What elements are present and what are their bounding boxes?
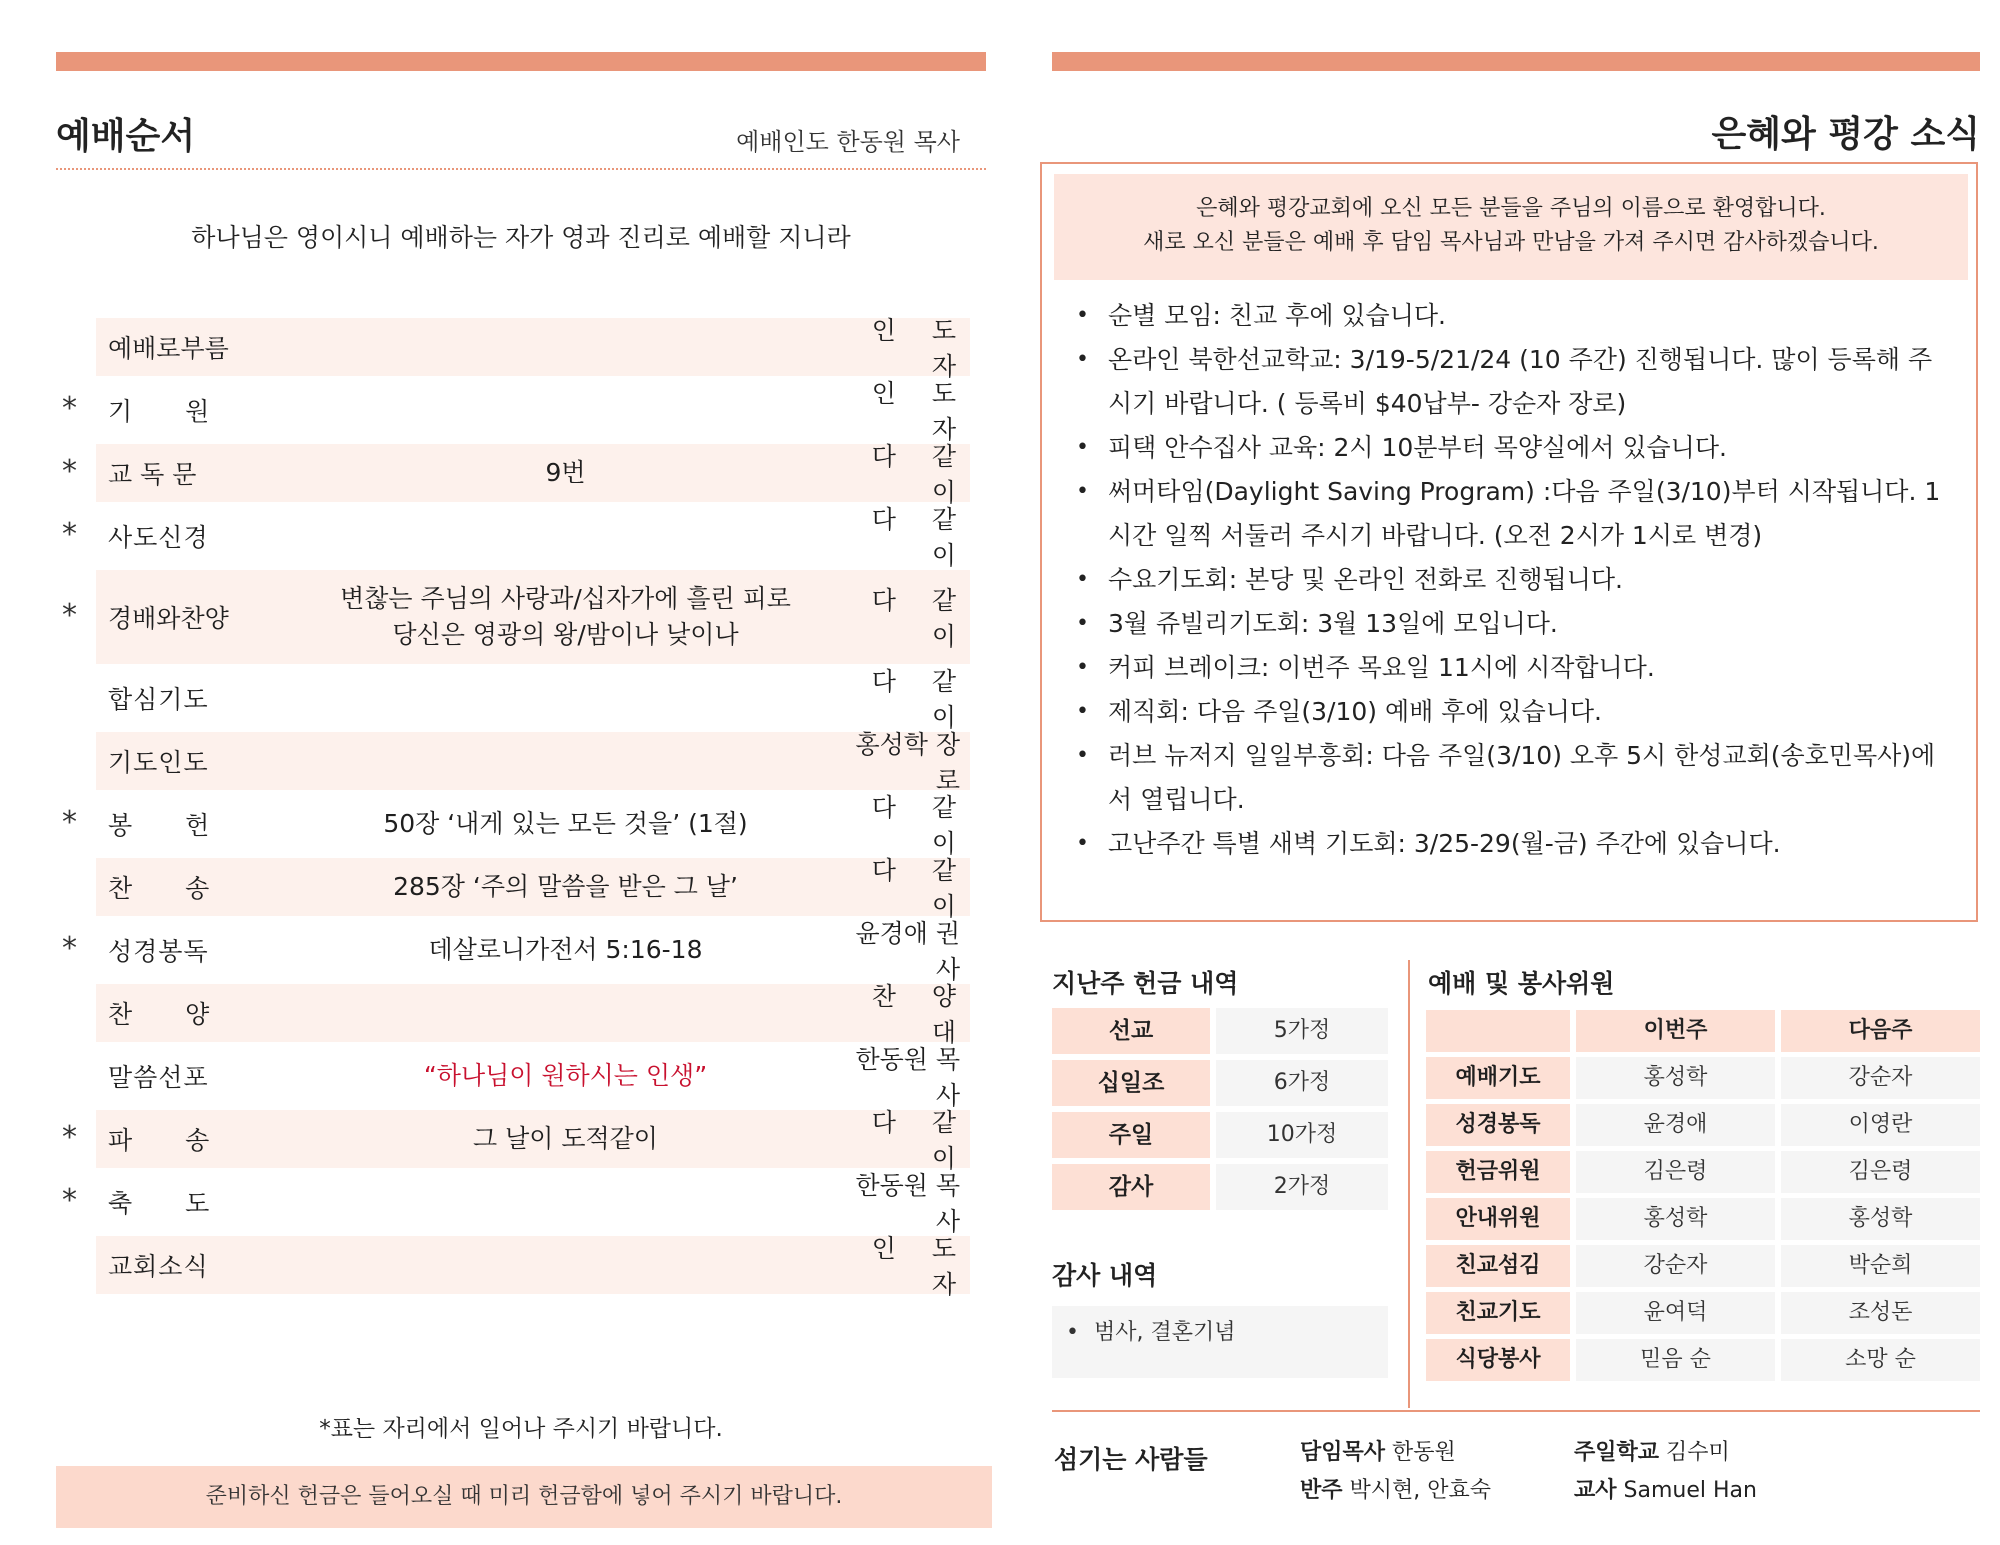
order-item-detail: “하나님이 원하시는 인생” <box>423 1061 708 1090</box>
service-next-week: 조성돈 <box>1781 1292 1980 1334</box>
service-header-row <box>1426 1010 1980 1052</box>
service-row <box>1426 1339 1980 1381</box>
pastor-name: 한동원 <box>1392 1440 1456 1465</box>
service-this-week: 믿음 순 <box>1576 1339 1775 1381</box>
service-this-week: 윤여덕 <box>1576 1292 1775 1334</box>
order-item-name: 찬 양 <box>108 1000 211 1029</box>
order-item-name: 교회소식 <box>108 1252 209 1281</box>
service-next-week: 이영란 <box>1781 1104 1980 1146</box>
order-item-person: 인 도 자 <box>871 1234 970 1299</box>
horizontal-divider <box>1052 1410 1980 1412</box>
service-row <box>1426 1151 1980 1193</box>
service-next-week: 김은령 <box>1781 1151 1980 1193</box>
order-row <box>62 570 970 664</box>
service-row <box>1426 1057 1980 1099</box>
order-row <box>96 1234 970 1299</box>
standing-mark: * <box>62 804 77 840</box>
service-header-this-week: 이번주 <box>1576 1010 1775 1052</box>
offering-row <box>1052 1164 1388 1210</box>
page-title: 예배순서 <box>56 116 196 157</box>
order-item-name: 예배로부름 <box>108 334 229 363</box>
teacher-line <box>1574 1472 1757 1510</box>
worship-leader: 예배인도 한동원 목사 <box>736 128 960 156</box>
service-this-week: 강순자 <box>1576 1245 1775 1287</box>
news-item: • 온라인 북한선교학교: 3/19-5/21/24 (10 주간) 진행됩니다. 많이 등록해 주시기 바랍니다. ( 등록비 $40납부- 강순자 장로) <box>1076 338 1946 426</box>
order-row <box>62 379 970 444</box>
order-row <box>96 667 970 732</box>
staff-col-2 <box>1574 1434 1757 1510</box>
vertical-divider <box>1408 960 1410 1408</box>
staff-col-1 <box>1300 1434 1491 1510</box>
service-role: 예배기도 <box>1426 1057 1570 1099</box>
news-item: • 순별 모임: 친교 후에 있습니다. <box>1076 294 1946 338</box>
thanks-box <box>1052 1306 1388 1378</box>
worship-order-list <box>62 316 970 1299</box>
teacher-label: 교사 <box>1574 1478 1617 1503</box>
service-this-week: 홍성학 <box>1576 1198 1775 1240</box>
standing-mark: * <box>62 1182 77 1218</box>
standing-mark: * <box>62 516 77 552</box>
order-row <box>96 856 970 921</box>
order-row <box>62 505 970 570</box>
service-row <box>1426 1245 1980 1287</box>
service-header-next-week: 다음주 <box>1781 1010 1980 1052</box>
offering-category: 주일 <box>1052 1112 1210 1158</box>
service-next-week: 소망 순 <box>1781 1339 1980 1381</box>
welcome-banner <box>1054 174 1968 280</box>
order-item-name: 기 원 <box>108 397 211 426</box>
accomp-line <box>1300 1472 1491 1510</box>
offering-category: 감사 <box>1052 1164 1210 1210</box>
standing-mark: * <box>62 453 77 489</box>
order-item-name: 기도인도 <box>108 748 209 777</box>
order-row <box>96 730 970 795</box>
order-row <box>62 919 970 984</box>
sunday-line <box>1574 1434 1757 1472</box>
order-item-name: 성경봉독 <box>108 937 209 966</box>
offering-table <box>1052 1008 1388 1216</box>
offering-count: 2가정 <box>1216 1164 1388 1210</box>
offering-count: 10가정 <box>1216 1112 1388 1158</box>
order-item-person: 인 도 자 <box>871 316 970 381</box>
sunday-label: 주일학교 <box>1574 1440 1660 1465</box>
news-page <box>1040 0 1980 1545</box>
service-next-week: 홍성학 <box>1781 1198 1980 1240</box>
order-item-person: 다 같 이 <box>871 586 970 651</box>
order-item-name: 합심기도 <box>108 685 209 714</box>
dotted-divider <box>56 168 986 170</box>
welcome-line-2: 새로 오신 분들은 예배 후 담임 목사님과 만남을 가져 주시면 감사하겠습니다. <box>1143 230 1879 255</box>
teacher-name: Samuel Han <box>1623 1478 1757 1503</box>
standing-mark: * <box>62 597 77 633</box>
offering-row <box>1052 1112 1388 1158</box>
welcome-line-1: 은혜와 평강교회에 오신 모든 분들을 주님의 이름으로 환영합니다. <box>1196 196 1826 221</box>
order-row <box>62 793 970 858</box>
service-this-week: 윤경애 <box>1576 1104 1775 1146</box>
offering-row <box>1052 1060 1388 1106</box>
order-item-person: 홍성학 장로 <box>855 730 960 795</box>
offering-category: 선교 <box>1052 1008 1210 1054</box>
service-table <box>1426 1010 1980 1386</box>
service-role: 친교섬김 <box>1426 1245 1570 1287</box>
order-item-name: 축 도 <box>108 1189 211 1218</box>
news-item: • 러브 뉴저지 일일부흥회: 다음 주일(3/10) 오후 5시 한성교회(송호민목사)에서 열립니다. <box>1076 734 1946 822</box>
order-item-person: 찬 양 대 <box>871 982 970 1047</box>
news-box <box>1040 162 1978 922</box>
service-this-week: 김은령 <box>1576 1151 1775 1193</box>
service-next-week: 강순자 <box>1781 1057 1980 1099</box>
staff-title: 섬기는 사람들 <box>1054 1445 1208 1474</box>
order-item-person: 다 같 이 <box>871 856 970 921</box>
news-list <box>1076 294 1946 866</box>
top-accent-bar <box>56 52 986 71</box>
service-role: 식당봉사 <box>1426 1339 1570 1381</box>
order-row <box>62 442 970 507</box>
news-item: • 수요기도회: 본당 및 온라인 전화로 진행됩니다. <box>1076 558 1946 602</box>
service-title: 예배 및 봉사위원 <box>1428 969 1615 998</box>
thanks-item: • 범사, 결혼기념 <box>1066 1316 1388 1350</box>
offering-title: 지난주 헌금 내역 <box>1052 969 1239 998</box>
scripture-verse: 하나님은 영이시니 예배하는 자가 영과 진리로 예배할 지니라 <box>191 223 851 252</box>
news-item: • 고난주간 특별 새벽 기도회: 3/25-29(월-금) 주간에 있습니다. <box>1076 822 1946 866</box>
order-row <box>62 1171 970 1236</box>
order-item-detail: 285장 ‘주의 말씀을 받은 그 날’ <box>393 872 738 901</box>
news-item: • 피택 안수집사 교육: 2시 10분부터 목양실에서 있습니다. <box>1076 426 1946 470</box>
accomp-names: 박시현, 안효숙 <box>1349 1478 1492 1503</box>
thanks-list <box>1052 1306 1388 1350</box>
standing-mark: * <box>62 930 77 966</box>
service-this-week: 홍성학 <box>1576 1057 1775 1099</box>
service-role: 성경봉독 <box>1426 1104 1570 1146</box>
top-accent-bar <box>1052 52 1980 71</box>
service-header-empty <box>1426 1010 1570 1052</box>
page-title: 은혜와 평강 소식 <box>1711 114 1980 155</box>
news-item: • 3월 쥬빌리기도회: 3월 13일에 모입니다. <box>1076 602 1946 646</box>
stand-note: *표는 자리에서 일어나 주시기 바랍니다. <box>319 1416 723 1442</box>
order-item-person: 한동원 목사 <box>855 1171 960 1236</box>
standing-mark: * <box>62 1119 77 1155</box>
order-row <box>96 316 970 381</box>
service-role: 친교기도 <box>1426 1292 1570 1334</box>
order-item-name: 말씀선포 <box>108 1063 209 1092</box>
order-item-detail: 그 날이 도적같이 <box>473 1124 658 1153</box>
order-item-person: 다 같 이 <box>871 1108 970 1173</box>
sunday-name: 김수미 <box>1666 1440 1730 1465</box>
order-item-name: 파 송 <box>108 1126 211 1155</box>
order-row <box>96 982 970 1047</box>
order-item-person: 윤경애 권사 <box>855 919 960 984</box>
offering-category: 십일조 <box>1052 1060 1210 1106</box>
order-item-name: 교 독 문 <box>108 460 197 489</box>
news-item: • 써머타임(Daylight Saving Program) :다음 주일(3/10)부터 시작됩니다. 1시간 일찍 서둘러 주시기 바랍니다. (오전 2시가 1시로 변경) <box>1076 470 1946 558</box>
order-of-worship-page <box>56 0 986 1545</box>
service-next-week: 박순희 <box>1781 1245 1980 1287</box>
thanks-title: 감사 내역 <box>1052 1261 1158 1290</box>
order-item-detail: 9번 <box>545 458 586 487</box>
pastor-line <box>1300 1434 1491 1472</box>
order-item-name: 사도신경 <box>108 523 209 552</box>
news-item: • 커피 브레이크: 이번주 목요일 11시에 시작합니다. <box>1076 646 1946 690</box>
standing-mark: * <box>62 390 77 426</box>
offering-count: 5가정 <box>1216 1008 1388 1054</box>
order-item-person: 한동원 목사 <box>855 1045 960 1110</box>
pastor-label: 담임목사 <box>1300 1440 1386 1465</box>
service-row <box>1426 1292 1980 1334</box>
order-item-detail: 변찮는 주님의 사랑과/십자가에 흘린 피로 당신은 영광의 왕/밤이나 낮이나 <box>340 584 791 649</box>
service-row <box>1426 1104 1980 1146</box>
order-item-person: 다 같 이 <box>871 505 970 570</box>
accomp-label: 반주 <box>1300 1478 1343 1503</box>
service-row <box>1426 1198 1980 1240</box>
order-item-name: 찬 송 <box>108 874 211 903</box>
order-item-name: 경배와찬양 <box>108 604 229 633</box>
order-item-person: 다 같 이 <box>871 667 970 732</box>
order-item-person: 다 같 이 <box>871 793 970 858</box>
news-item: • 제직회: 다음 주일(3/10) 예배 후에 있습니다. <box>1076 690 1946 734</box>
order-item-detail: 50장 ‘내게 있는 모든 것을’ (1절) <box>383 809 748 838</box>
order-row <box>62 1108 970 1173</box>
offering-note-bar: 준비하신 헌금은 들어오실 때 미리 헌금함에 넣어 주시기 바랍니다. <box>56 1466 992 1528</box>
service-role: 안내위원 <box>1426 1198 1570 1240</box>
order-item-person: 다 같 이 <box>871 442 970 507</box>
order-item-name: 봉 헌 <box>108 811 211 840</box>
order-row <box>96 1045 970 1110</box>
order-item-person: 인 도 자 <box>871 379 970 444</box>
offering-row <box>1052 1008 1388 1054</box>
order-item-detail: 데살로니가전서 5:16-18 <box>428 935 703 964</box>
service-role: 헌금위원 <box>1426 1151 1570 1193</box>
offering-count: 6가정 <box>1216 1060 1388 1106</box>
